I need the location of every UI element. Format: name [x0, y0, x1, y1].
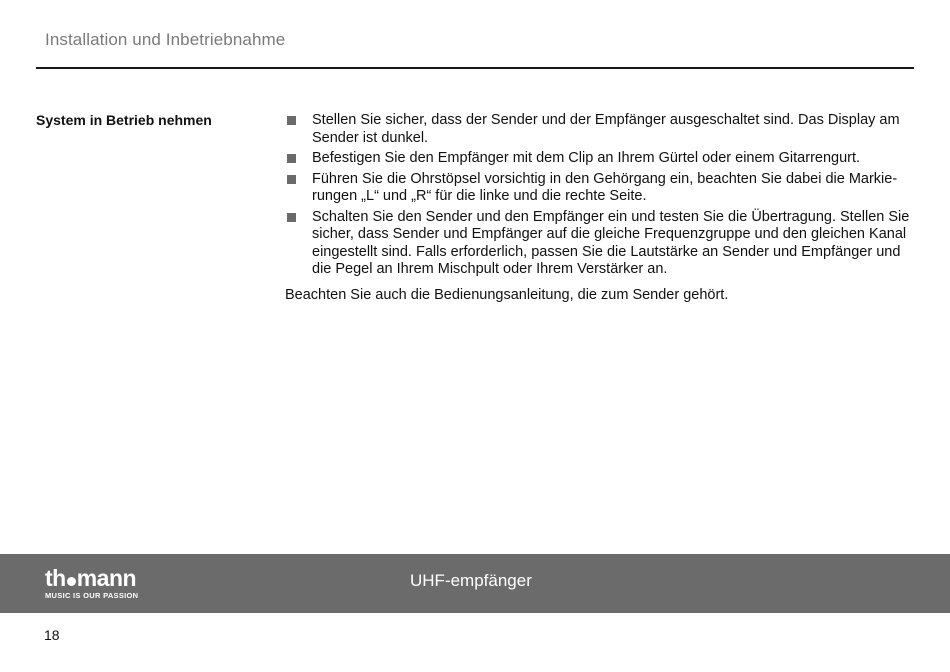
square-bullet-icon	[287, 175, 296, 184]
note-paragraph: Beachten Sie auch die Bedienungsanleitung, die zum Sender gehört.	[285, 286, 729, 303]
list-item	[285, 112, 915, 147]
footer-band	[0, 554, 950, 613]
list-item-text: Schalten Sie den Sender und den Empfänger ein und testen Sie die Übertragung. Stellen Sie sicher, dass Sender und Empfänger auf die gleiche Frequenzgruppe und den gleichen Kanal eingestellt sind. Falls erforderlich, passen Sie die Lautstärke an Sender und Empfänger und die Pegel an Ihrem Mischpult oder Ihrem Verstärker an.	[312, 208, 910, 277]
instruction-list	[285, 112, 915, 279]
list-item	[285, 150, 915, 168]
logo-text-right: mann	[76, 565, 137, 591]
page-header-title: Installation und Inbetriebnahme	[45, 30, 286, 49]
list-item-text: Führen Sie die Ohrstöpsel vorsichtig in den Gehörgang ein, beachten Sie dabei die Markierungen „L“ und „R“ für die linke und die rechte Seite.	[312, 170, 898, 204]
square-bullet-icon	[287, 213, 296, 222]
product-name: UHF-empfänger	[410, 571, 532, 590]
logo-text-left: th	[45, 565, 66, 591]
square-bullet-icon	[287, 116, 296, 125]
page-number: 18	[44, 627, 60, 643]
section-heading: System in Betrieb nehmen	[36, 112, 212, 128]
logo-tagline: MUSIC IS OUR PASSION	[45, 591, 139, 600]
list-item	[285, 209, 915, 279]
square-bullet-icon	[287, 154, 296, 163]
list-item	[285, 171, 915, 206]
header-divider	[36, 67, 914, 69]
section-content	[285, 112, 915, 304]
thomann-logo	[45, 566, 138, 600]
logo-wordmark	[45, 566, 138, 590]
logo-dot-icon	[67, 577, 76, 586]
list-item-text: Befestigen Sie den Empfänger mit dem Clip an Ihrem Gürtel oder einem Gitarrengurt.	[312, 150, 861, 166]
list-item-text: Stellen Sie sicher, dass der Sender und der Empfänger ausgeschaltet sind. Das Display am Sender ist dunkel.	[312, 112, 900, 146]
